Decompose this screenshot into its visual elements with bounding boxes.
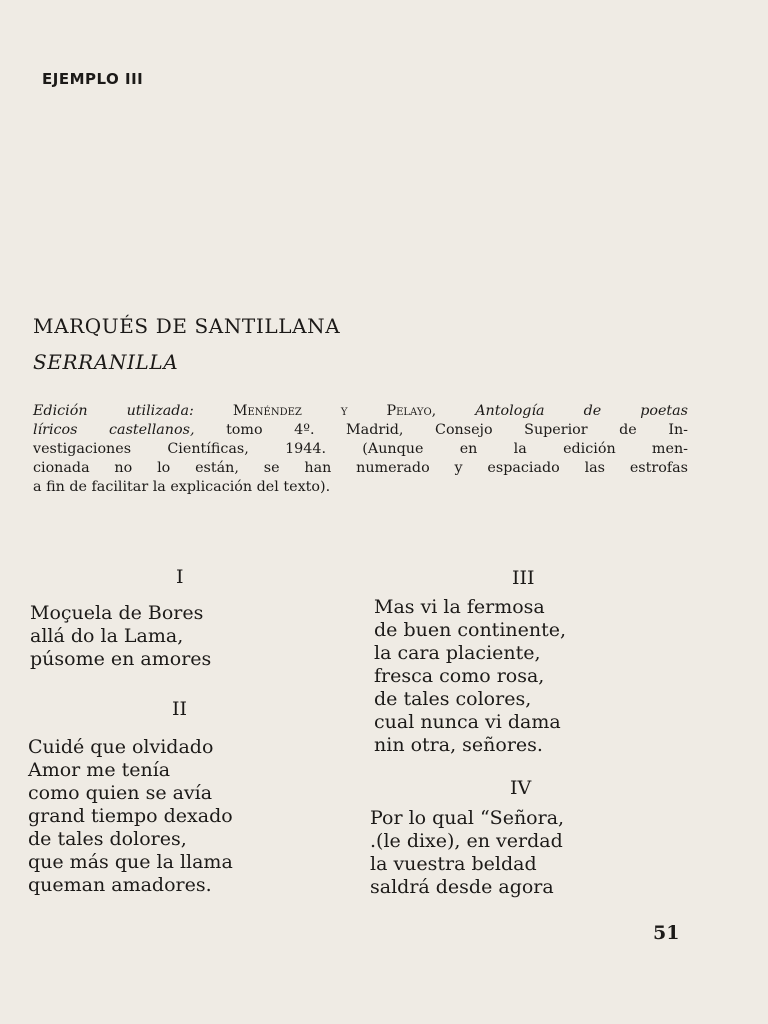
verse: la cara placiente, [374,642,541,664]
verse: Mas vi la fermosa [374,596,545,618]
verse: Por lo qual “Señora, [370,807,565,829]
verse: nin otra, señores. [374,734,543,756]
verse: que más que la llama [28,851,233,873]
stanza-4-numeral: IV [510,777,532,799]
edition-editor: Menéndez y Pelayo, [232,403,437,419]
stanza-4 [370,807,564,899]
edition-line-4: cionada no lo están, se han numerado y espaciado las estrofas [33,460,688,476]
edition-work-part-2: líricos castellanos, [33,422,195,438]
verse: de tales dolores, [28,828,187,850]
verse: Amor me tenía [28,759,171,781]
verse: queman amadores. [28,874,212,896]
stanza-2 [28,736,233,897]
section-label: EJEMPLO III [42,70,144,88]
edition-line-2 [33,421,688,440]
verse: allá do la Lama, [30,625,184,647]
edition-line-3: vestigaciones Científicas, 1944. (Aunque en la edición men- [33,441,688,457]
edition-note [33,402,688,497]
stanza-2-numeral: II [172,698,188,720]
stanza-1 [30,602,211,671]
verse: saldrá desde agora [370,876,554,898]
author-heading: MARQUÉS DE SANTILLANA [33,314,341,338]
verse: de tales colores, [374,688,532,710]
stanza-3-numeral: III [512,567,535,589]
verse: de buen continente, [374,619,567,641]
verse: púsome en amores [30,648,212,670]
verse: fresca como rosa, [374,665,545,687]
edition-line-2-rest: tomo 4º. Madrid, Consejo Superior de In- [226,422,689,438]
edition-work-part-1: Antología de poetas [475,403,689,419]
verse: Cuidé que olvidado [28,736,214,758]
verse: la vuestra beldad [370,853,537,875]
edition-line-1 [33,402,688,421]
verse: como quien se avía [28,782,213,804]
verse: grand tiempo dexado [28,805,233,827]
verse: .(le dixe), en verdad [370,830,563,852]
edition-line-5: a fin de facilitar la explicación del texto). [33,479,331,495]
edition-lead: Edición utilizada: [33,403,194,419]
stanza-1-numeral: I [176,566,184,588]
stanza-3 [374,596,566,757]
verse: Moçuela de Bores [30,602,204,624]
poem-title: SERRANILLA [33,350,179,374]
page-number: 51 [653,922,680,944]
verse: cual nunca vi dama [374,711,561,733]
